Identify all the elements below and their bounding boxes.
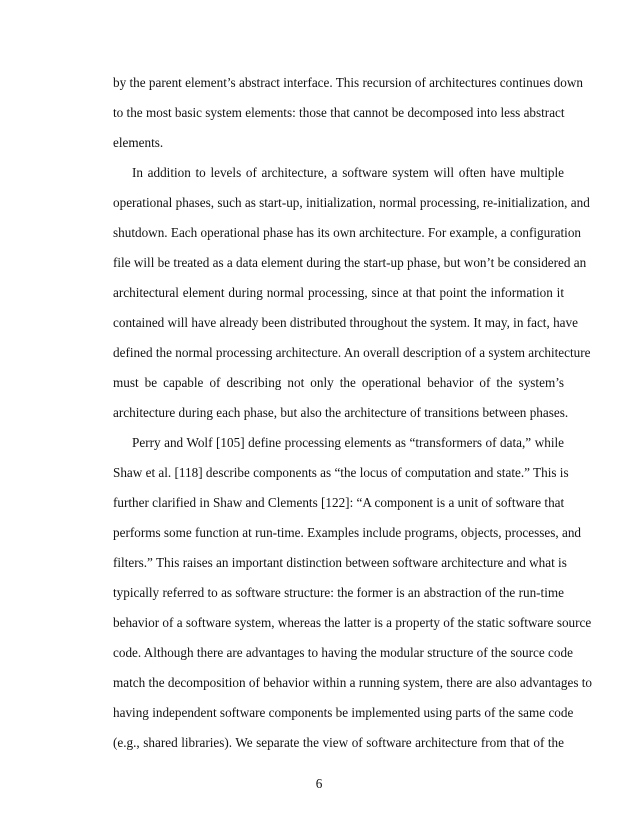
text-line: shutdown. Each operational phase has its own architecture. For example, a configuration xyxy=(113,225,582,240)
page-number: 6 xyxy=(315,776,323,791)
text-line: defined the normal processing architecture. An overall description of a system architecture xyxy=(113,345,591,360)
paragraph-first-line: Perry and Wolf [105] define processing elements as “transformers of data,” while xyxy=(132,435,564,450)
text-line: typically referred to as software structure: the former is an abstraction of the run-time xyxy=(113,585,564,600)
text-line: file will be treated as a data element during the start-up phase, but won’t be considered an xyxy=(113,255,587,270)
text-line: Shaw et al. [118] describe components as “the locus of computation and state.” This is xyxy=(113,465,569,480)
text-line: code. Although there are advantages to having the modular structure of the source code xyxy=(113,645,573,660)
text-line: filters.” This raises an important distinction between software architecture and what is xyxy=(113,555,567,570)
text-line: behavior of a software system, whereas the latter is a property of the static software source xyxy=(113,615,592,630)
text-line: elements. xyxy=(113,135,164,150)
text-line: must be capable of describing not only the operational behavior of the system’s xyxy=(113,375,564,390)
text-line: architecture during each phase, but also the architecture of transitions between phases. xyxy=(113,405,569,420)
text-line: match the decomposition of behavior within a running system, there are also advantages to xyxy=(113,675,593,690)
text-line: contained will have already been distributed throughout the system. It may, in fact, have xyxy=(113,315,578,330)
text-line: (e.g., shared libraries). We separate the view of software architecture from that of the xyxy=(113,735,564,750)
text-line: having independent software components be implemented using parts of the same code xyxy=(113,705,574,720)
text-line: further clarified in Shaw and Clements [122]: “A component is a unit of software that xyxy=(113,495,565,510)
paragraph-first-line: In addition to levels of architecture, a software system will often have multiple xyxy=(132,165,564,180)
text-line: architectural element during normal processing, since at that point the information it xyxy=(113,285,564,300)
text-line: by the parent element’s abstract interface. This recursion of architectures continues down xyxy=(113,75,583,90)
text-line: performs some function at run-time. Examples include programs, objects, processes, and xyxy=(113,525,582,540)
text-line: to the most basic system elements: those that cannot be decomposed into less abstract xyxy=(113,105,565,120)
text-line: operational phases, such as start-up, initialization, normal processing, re-initialization, and xyxy=(113,195,590,210)
